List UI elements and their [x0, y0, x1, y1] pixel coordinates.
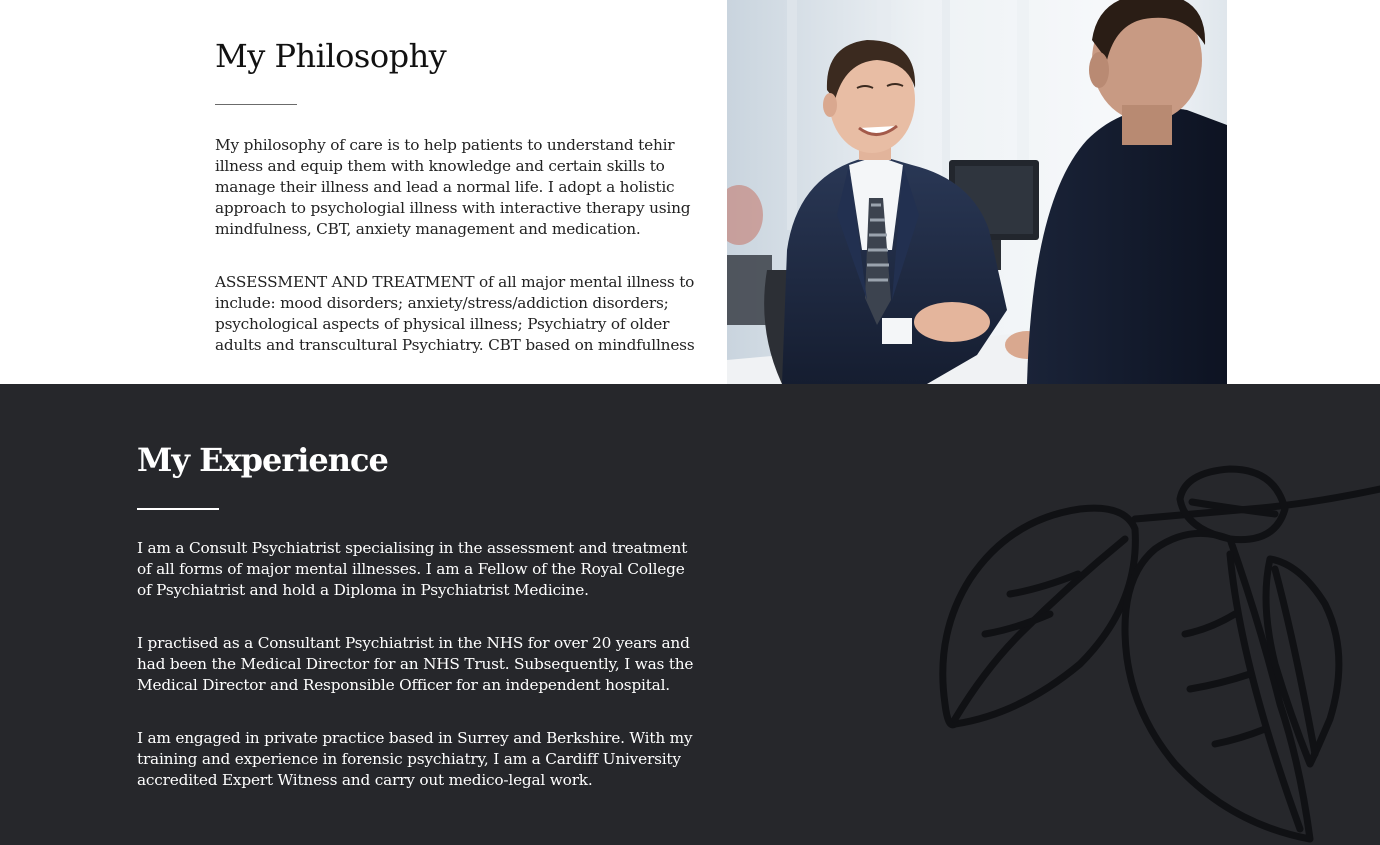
philosophy-divider: [215, 104, 297, 105]
philosophy-title: My Philosophy: [215, 37, 447, 75]
philosophy-text-block: [215, 34, 695, 388]
consultation-photo: [727, 0, 1227, 384]
philosophy-paragraph-1: My philosophy of care is to help patients to understand tehir illness and equip them with knowledge and certain skills to manage their illness and lead a normal life. I adopt a holistic approach to psychologial illness with interactive therapy using mindfulness, CBT, anxiety management and medication.: [215, 136, 691, 238]
experience-text-block: [137, 438, 702, 823]
philosophy-paragraph-2: ASSESSMENT AND TREATMENT of all major mental illness to include: mood disorders; anxiety/stress/addiction disorders; psychological aspects of physical illness; Psychiatry of older adults and transcultural Psychiatry. CBT based on mindfullness: [215, 273, 695, 354]
experience-paragraph-3: I am engaged in private practice based in Surrey and Berkshire. With my training and experience in forensic psychiatry, I am a Cardiff University accredited Expert Witness and carry out medico-legal work.: [137, 729, 693, 789]
experience-paragraph-2: I practised as a Consultant Psychiatrist in the NHS for over 20 years and had been the Medical Director for an NHS Trust. Subsequently, I was the Medical Director and Responsible Officer for an independent hospital.: [137, 634, 694, 694]
experience-section: [0, 384, 1380, 845]
philosophy-section: [0, 0, 1380, 384]
experience-title: My Experience: [137, 441, 388, 479]
leaves-decoration-icon: [930, 464, 1380, 845]
experience-paragraph-1: I am a Consult Psychiatrist specialising in the assessment and treatment of all forms of major mental illnesses. I am a Fellow of the Royal College of Psychiatrist and hold a Diploma in Psychiatrist Medicine.: [137, 539, 688, 599]
consultation-illustration: [727, 0, 1227, 384]
experience-divider: [137, 508, 219, 510]
